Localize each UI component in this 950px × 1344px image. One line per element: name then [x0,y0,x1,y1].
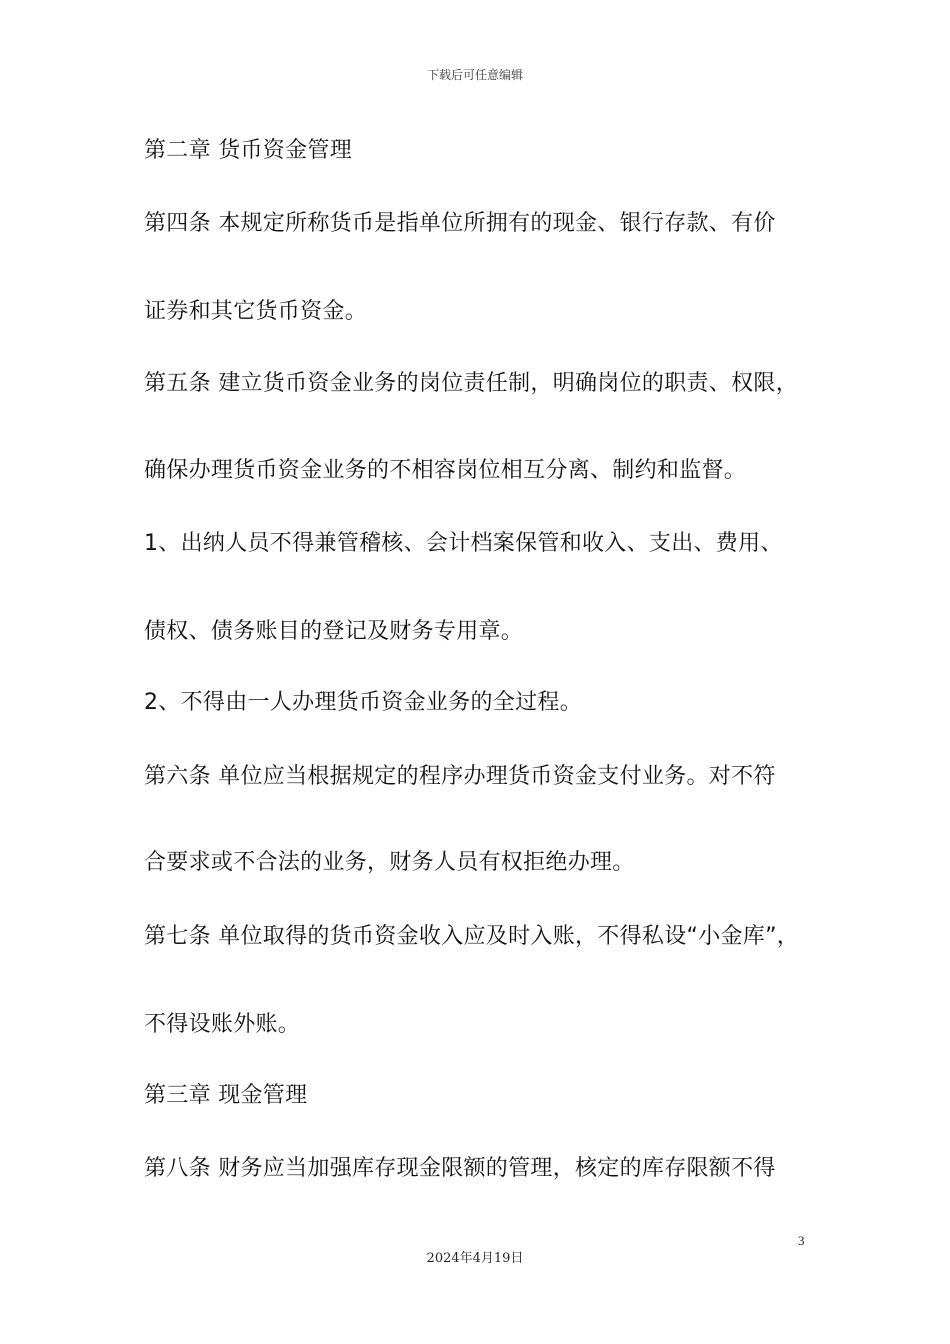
article-4-line-2: 证券和其它货币资金。 [144,299,368,324]
item-1-line-2: 债权、债务账目的登记及财务专用章。 [144,619,524,644]
article-6-line-2: 合要求或不合法的业务，财务人员有权拒绝办理。 [144,850,635,875]
item-2-line: 2、不得由一人办理货币资金业务的全过程。 [144,690,582,715]
article-7-line-1: 第七条 单位取得的货币资金收入应及时入账，不得私设“小金库”， [144,924,800,949]
page-number: 3 [798,1233,805,1248]
page-header: 下载后可任意编辑 [426,68,523,82]
article-6-line-1: 第六条 单位应当根据规定的程序办理货币资金支付业务。对不符 [144,764,776,789]
article-7-line-2: 不得设账外账。 [144,1012,301,1037]
chapter-heading-3: 第三章 现金管理 [144,1083,308,1108]
chapter-heading-2: 第二章 货币资金管理 [144,138,352,163]
article-4-line-1: 第四条 本规定所称货币是指单位所拥有的现金、银行存款、有价 [144,211,776,236]
footer-date: 2024年4月19日 [426,1251,524,1266]
article-5-line-2: 确保办理货币资金业务的不相容岗位相互分离、制约和监督。 [144,458,747,483]
article-8-line-1: 第八条 财务应当加强库存现金限额的管理，核定的库存限额不得 [144,1156,776,1181]
article-5-line-1: 第五条 建立货币资金业务的岗位责任制，明确岗位的职责、权限， [144,371,798,396]
item-1-line-1: 1、出纳人员不得兼管稽核、会计档案保管和收入、支出、费用、 [144,531,783,556]
